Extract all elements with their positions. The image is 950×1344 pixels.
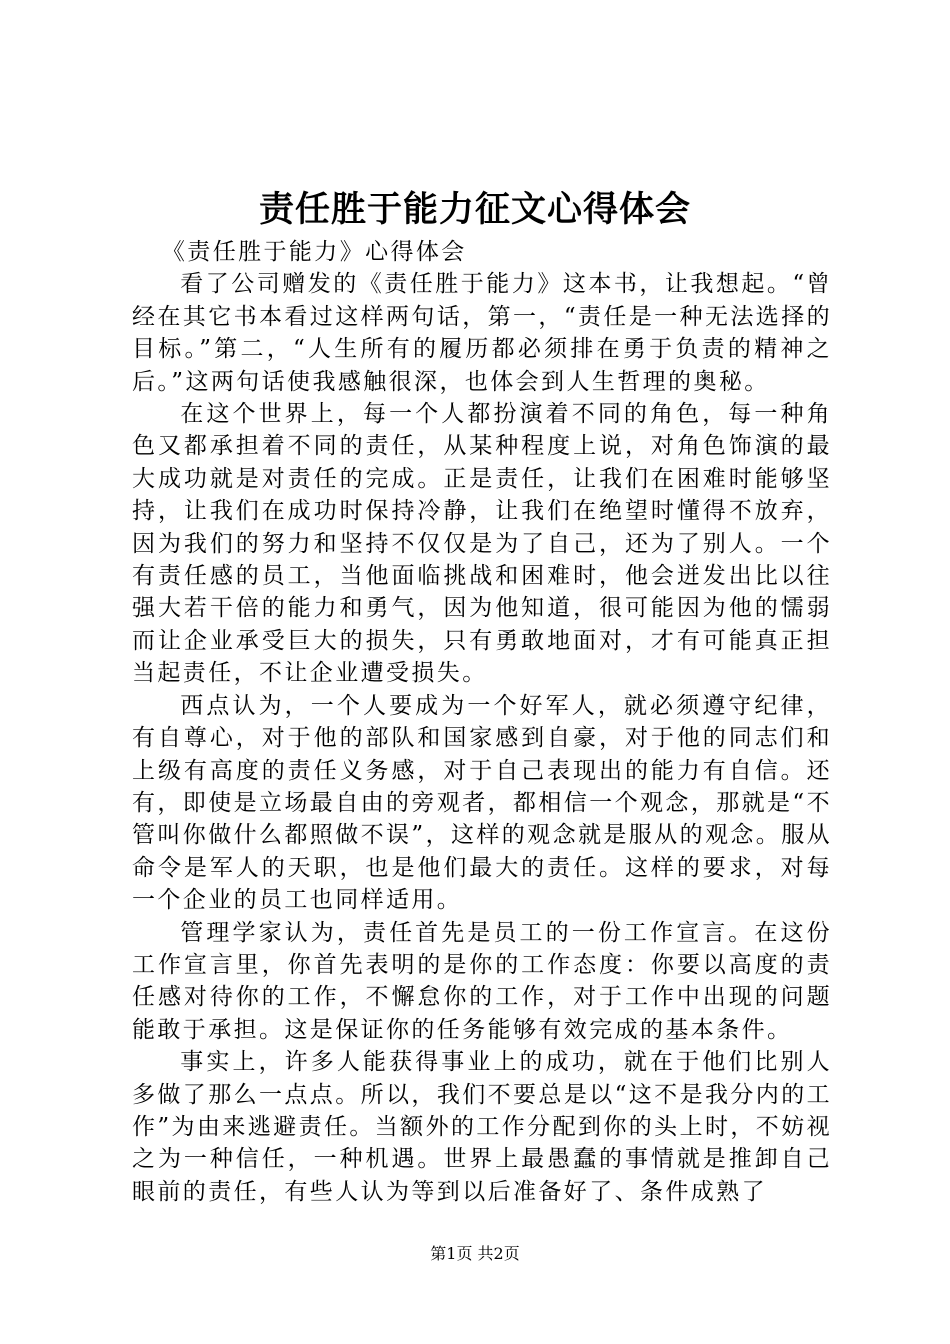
body-paragraph: 看了公司赠发的《责任胜于能力》这本书，让我想起。“曾经在其它书本看过这样两句话，第一，“责任是一种无法选择的目标。”第二，“人生所有的履历都必须排在勇于负责的精神之后。”这两句话使我感触很深，也体会到人生哲理的奥秘。 [132,271,832,395]
subtitle-paragraph: 《责任胜于能力》心得体会 [161,239,467,265]
document-body [132,236,832,1208]
body-paragraph: 事实上，许多人能获得事业上的成功，就在于他们比别人多做了那么一点点。所以，我们不要总是以“这不是我分内的工作”为由来逃避责任。当额外的工作分配到你的头上时，不妨视之为一种信任，一种机遇。世界上最愚蠢的事情就是推卸自己眼前的责任，有些人认为等到以后准备好了、条件成熟了 [132,1049,832,1205]
body-paragraph: 管理学家认为，责任首先是员工的一份工作宣言。在这份工作宣言里，你首先表明的是你的工作态度：你要以高度的责任感对待你的工作，不懈怠你的工作，对于工作中出现的问题能敢于承担。这是保证你的任务能够有效完成的基本条件。 [132,919,832,1043]
page-footer: 第1页 共2页 [430,1244,520,1263]
document-title: 责任胜于能力征文心得体会 [258,189,691,230]
body-paragraph: 西点认为，一个人要成为一个好军人，就必须遵守纪律，有自尊心，对于他的部队和国家感到自豪，对于他的同志们和上级有高度的责任义务感，对于自己表现出的能力有自信。还有，即使是立场最自由的旁观者，都相信一个观念，那就是“不管叫你做什么都照做不误”，这样的观念就是服从的观念。服从命令是军人的天职，也是他们最大的责任。这样的要求，对每一个企业的员工也同样适用。 [132,692,832,914]
body-paragraph: 在这个世界上，每一个人都扮演着不同的角色，每一种角色又都承担着不同的责任，从某种程度上说，对角色饰演的最大成功就是对责任的完成。正是责任，让我们在困难时能够坚持，让我们在成功时保持冷静，让我们在绝望时懂得不放弃，因为我们的努力和坚持不仅仅是为了自己，还为了别人。一个有责任感的员工，当他面临挑战和困难时，他会迸发出比以往强大若干倍的能力和勇气，因为他知道，很可能因为他的懦弱而让企业承受巨大的损失，只有勇敢地面对，才有可能真正担当起责任，不让企业遭受损失。 [132,401,832,687]
